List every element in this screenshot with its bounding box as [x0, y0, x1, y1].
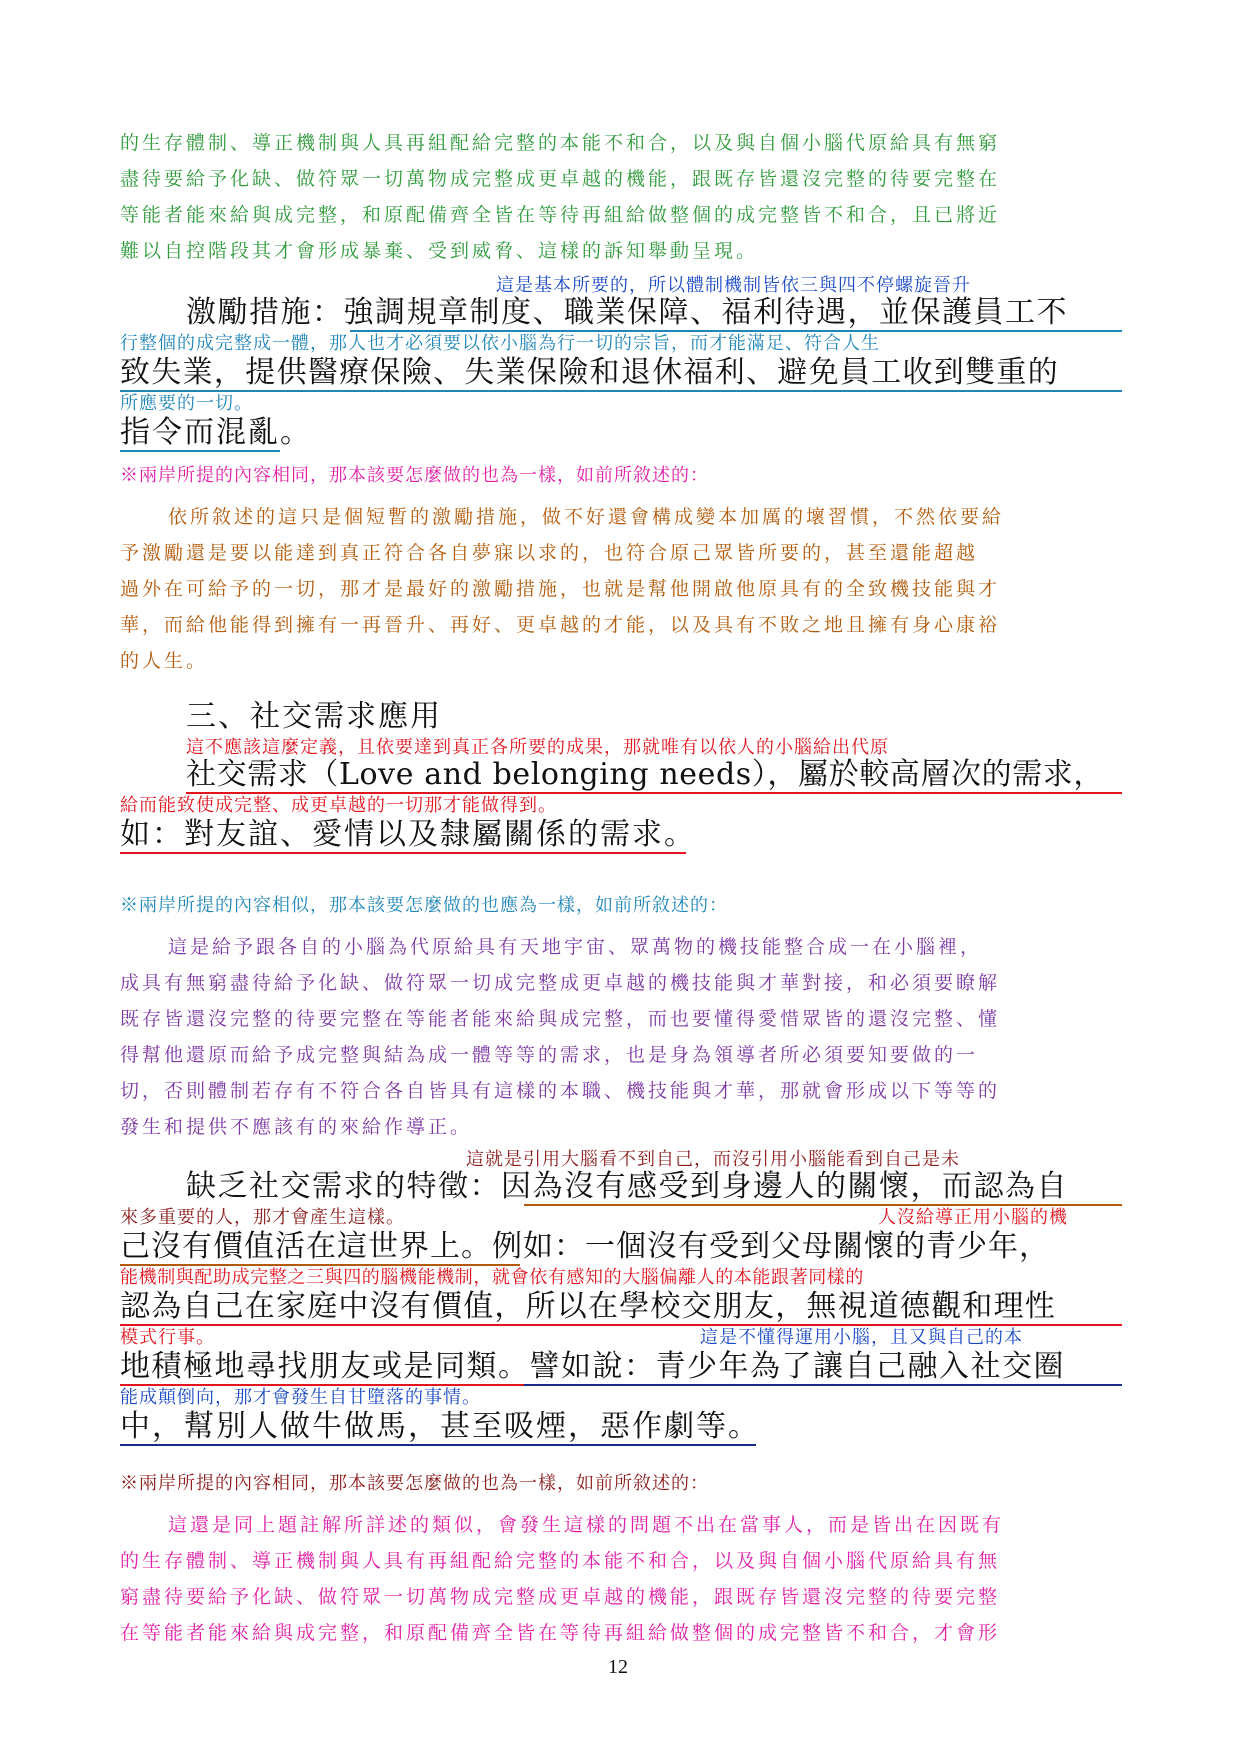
text-line: 既存皆還沒完整的待要完整在等能者能來給與成完整，而也要懂得愛惜眾皆的還沒完整、懂 [120, 1008, 1001, 1030]
section-heading: 三、社交需求應用 [186, 699, 442, 734]
main-text-line: 指令而混亂。 [120, 415, 312, 450]
annotation: 模式行事。 [120, 1327, 215, 1348]
main-text-line: 地積極地尋找朋友或是同類。譬如說：青少年為了讓自己融入社交圈 [120, 1349, 1065, 1384]
underline [350, 330, 1122, 332]
main-text-line: 己沒有價值活在這世界上。例如：一個沒有受到父母關懷的青少年， [120, 1229, 1050, 1264]
main-text-line: 中，幫別人做牛做馬，甚至吸煙，惡作劇等。 [120, 1409, 760, 1444]
text-line: 盡待要給予化缺、做符眾一切萬物成完整成更卓越的機能，跟既存皆還沒完整的待要完整在 [120, 168, 1001, 190]
note: ※兩岸所提的內容相同，那本該要怎麼做的也為一樣，如前所敘述的： [120, 1473, 709, 1494]
text-line: 這還是同上題註解所詳述的類似，會發生這樣的問題不出在當事人，而是皆出在因既有 [168, 1514, 1005, 1536]
annotation: 這是基本所要的，所以體制機制皆依三與四不停螺旋晉升 [496, 275, 971, 296]
underline [524, 1384, 1122, 1386]
note: ※兩岸所提的內容相同，那本該要怎麼做的也為一樣，如前所敘述的： [120, 465, 709, 486]
underline [120, 852, 686, 854]
underline [120, 1384, 524, 1386]
underline [120, 450, 280, 452]
text-line: 得幫他還原而給予成完整與結為成一體等等的需求，也是身為領導者所必須要知要做的一 [120, 1044, 979, 1066]
annotation: 這不應該這麼定義，且依要達到真正各所要的成果，那就唯有以依人的小腦給出代原 [186, 737, 889, 758]
main-text-line: 激勵措施：強調規章制度、職業保障、福利待遇，並保護員工不 [186, 295, 1068, 330]
main-text-line: 缺乏社交需求的特徵：因為沒有感受到身邊人的關懷，而認為自 [186, 1169, 1068, 1204]
text-line: 這是給予跟各自的小腦為代原給具有天地宇宙、眾萬物的機技能整合成一在小腦裡， [168, 936, 983, 958]
page-number: 12 [608, 1656, 628, 1678]
text-line: 發生和提供不應該有的來給作導正。 [120, 1116, 473, 1138]
annotation: 這是不懂得運用小腦，且又與自己的本 [700, 1327, 1023, 1348]
text-line: 依所敘述的這只是個短暫的激勵措施，做不好還會構成變本加厲的壞習慣，不然依要給 [168, 506, 1005, 528]
annotation: 這就是引用大腦看不到自己，而沒引用小腦能看到自己是未 [466, 1149, 960, 1170]
underline [186, 792, 1122, 794]
text-line: 切，否則體制若存有不符合各自皆具有這樣的本職、機技能與才華，那就會形成以下等等的 [120, 1080, 1001, 1102]
underline [120, 1444, 756, 1446]
text-line: 的生存體制、導正機制與人具有再組配給完整的本能不和合，以及與自個小腦代原給具有無 [120, 1550, 1001, 1572]
text-line: 華，而給他能得到擁有一再晉升、再好、更卓越的才能，以及具有不敗之地且擁有身心康裕 [120, 614, 1001, 636]
annotation: 能成顛倒向，那才會發生自甘墮落的事情。 [120, 1387, 481, 1408]
annotation: 能機制與配助成完整之三與四的腦機能機制，就會依有感知的大腦偏離人的本能跟著同樣的 [120, 1267, 864, 1288]
main-text-line: 認為自己在家庭中沒有價值，所以在學校交朋友，無視道德觀和理性 [120, 1289, 1056, 1324]
text-line: 的人生。 [120, 650, 209, 672]
text-line: 在等能者能來給與成完整，和原配備齊全皆在等待再組給做整個的成完整皆不和合，才會形 [120, 1622, 1001, 1644]
text-line: 過外在可給予的一切，那才是最好的激勵措施，也就是幫他開啟他原具有的全致機技能與才 [120, 578, 1001, 600]
text-line: 成具有無窮盡待給予化缺、做符眾一切成完整成更卓越的機技能與才華對接，和必須要瞭解 [120, 972, 1001, 994]
text-line: 窮盡待要給予化缺、做符眾一切萬物成完整成更卓越的機能，跟既存皆還沒完整的待要完整 [120, 1586, 1001, 1608]
text-line: 予激勵還是要以能達到真正符合各自夢寐以求的，也符合原己眾皆所要的，甚至還能超越 [120, 542, 979, 564]
main-text-line: 致失業，提供醫療保險、失業保險和退休福利、避免員工收到雙重的 [120, 355, 1059, 390]
text-line: 難以自控階段其才會形成暴棄、受到威脅、這樣的訴知舉動呈現。 [120, 240, 759, 262]
annotation: 來多重要的人，那才會產生這樣。 [120, 1207, 405, 1228]
annotation: 行整個的成完整成一體，那人也才必須要以依小腦為行一切的宗旨，而才能滿足、符合人生 [120, 333, 880, 354]
annotation: 給而能致使成完整、成更卓越的一切那才能做得到。 [120, 795, 557, 816]
main-text-line: 如：對友誼、愛情以及隸屬關係的需求。 [120, 817, 696, 852]
annotation: 所應要的一切。 [120, 393, 253, 414]
underline [120, 1324, 1122, 1326]
underline [524, 1204, 1122, 1206]
underline [120, 390, 1122, 392]
text-line: 等能者能來給與成完整，和原配備齊全皆在等待再組給做整個的成完整皆不和合，且已將近 [120, 204, 1001, 226]
underline [120, 1264, 520, 1266]
main-text-line: 社交需求（Love and belonging needs），屬於較高層次的需求， [186, 757, 1104, 792]
annotation: 人沒給導正用小腦的機 [878, 1207, 1068, 1228]
note: ※兩岸所提的內容相似，那本該要怎麼做的也應為一樣，如前所敘述的： [120, 895, 728, 916]
text-line: 的生存體制、導正機制與人具再組配給完整的本能不和合，以及與自個小腦代原給具有無窮 [120, 132, 1001, 154]
